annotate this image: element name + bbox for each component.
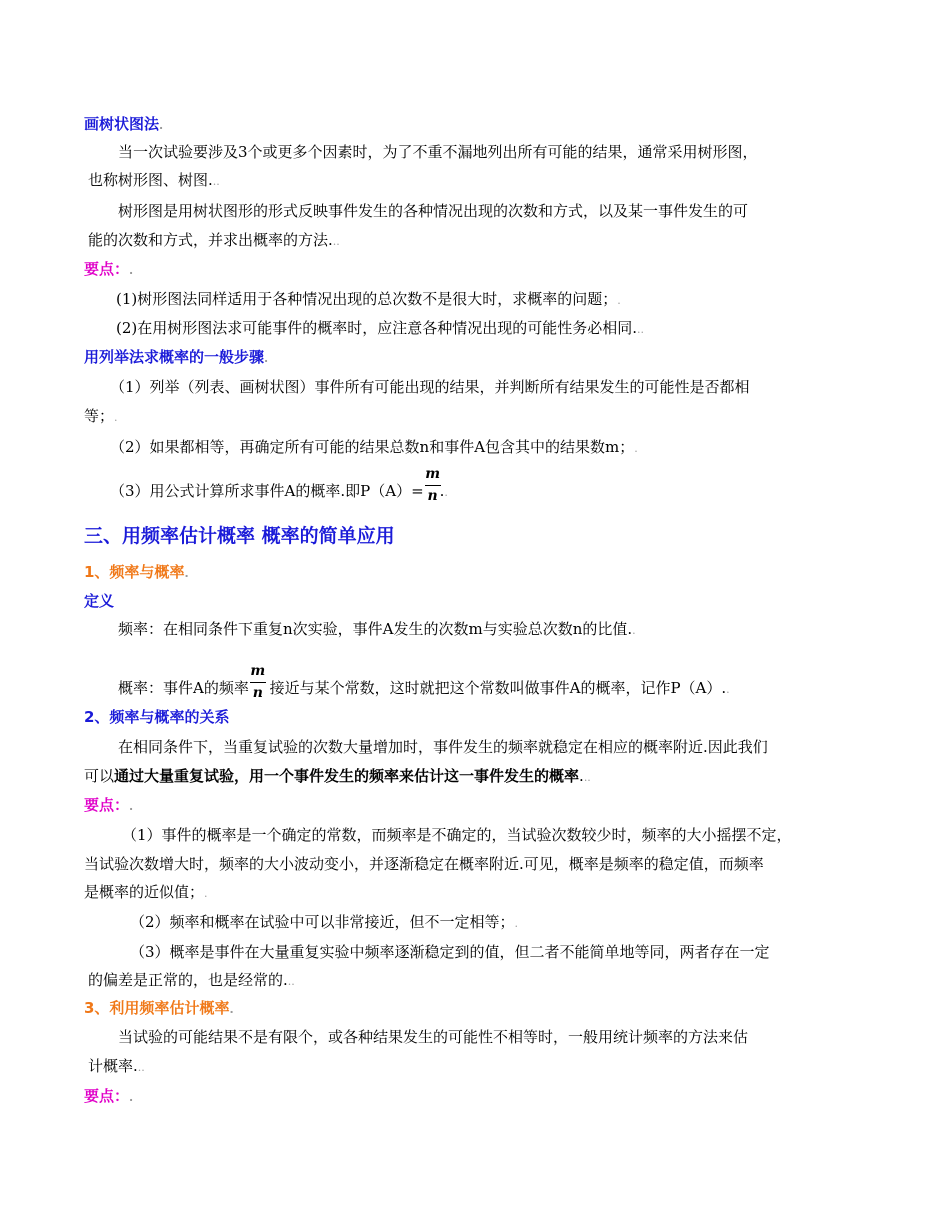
fraction-m-over-n: $\frac{m}{n}$: [425, 466, 441, 504]
heading-tree-diagram: 画树状图法.: [84, 115, 164, 133]
estimate-para-line2: 计概率...: [88, 1057, 145, 1075]
tree-para2-line1: 树形图是用树状图形的形式反映事件发生的各种情况出现的次数和方式，以及某一事件发生的可: [118, 202, 749, 220]
relation-point1-line3: 是概率的近似值；.: [84, 883, 208, 901]
tree-point2: (2)在用树形图法求可能事件的概率时，应注意各种情况出现的可能性务必相同...: [116, 319, 645, 337]
step1-line1: （1）列举（列表、画树状图）事件所有可能出现的结果，并判断所有结果发生的可能性是否都相: [110, 378, 750, 396]
step3: （3）用公式计算所求事件A的概率.即P（A）= $\frac{m}{n}$ ..: [110, 466, 448, 504]
step1-line2: 等；.: [84, 407, 118, 425]
estimate-para-line1: 当试验的可能结果不是有限个，或各种结果发生的可能性不相等时，一般用统计频率的方法来估: [118, 1028, 749, 1046]
fraction-m-over-n-2: $\frac{m}{n}$: [250, 663, 266, 701]
tree-para1-line1: 当一次试验要涉及3个或更多个因素时，为了不重不漏地列出所有可能的结果，通常采用树形图，: [118, 143, 758, 161]
heading-estimate-by-frequency: 3、利用频率估计概率.: [84, 999, 234, 1017]
probability-definition: 概率：事件A的频率 $\frac{m}{n}$ 接近与某个常数，这时就把这个常数叫做事件A的概率，记作P（A）..: [118, 663, 730, 701]
step2: （2）如果都相等，再确定所有可能的结果总数n和事件A包含其中的结果数m；.: [110, 438, 638, 456]
keypoints-label-3: 要点：.: [84, 1087, 134, 1105]
tree-point1: (1)树形图法同样适用于各种情况出现的总次数不是很大时，求概率的问题；.: [116, 290, 621, 308]
keypoints-label-2: 要点：.: [84, 796, 134, 814]
chapter-title: 三、用频率估计概率 概率的简单应用: [84, 525, 395, 547]
relation-point3-line2: 的偏差是正常的，也是经常的...: [88, 971, 295, 989]
heading-freq-prob-relation: 2、频率与概率的关系: [84, 708, 230, 726]
heading-enumeration-steps: 用列举法求概率的一般步骤.: [84, 348, 269, 366]
definition-label: 定义: [84, 592, 115, 610]
frequency-definition: 频率：在相同条件下重复n次实验，事件A发生的次数m与实验总次数n的比值..: [118, 620, 636, 638]
keypoints-label-1: 要点：.: [84, 260, 134, 278]
relation-para-line1: 在相同条件下，当重复试验的次数大量增加时，事件发生的频率就稳定在相应的概率附近.因此我们: [118, 738, 768, 756]
tree-para2-line2: 能的次数和方式，并求出概率的方法...: [88, 231, 340, 249]
relation-point1-line2: 当试验次数增大时，频率的大小波动变小，并逐渐稳定在概率附近.可见，概率是频率的稳定值，而频率: [84, 855, 764, 873]
tree-para1-line2: 也称树形图、树图...: [88, 171, 220, 189]
relation-point2: （2）频率和概率在试验中可以非常接近，但不一定相等；.: [130, 913, 519, 931]
heading-freq-and-prob: 1、频率与概率.: [84, 563, 189, 581]
relation-point1-line1: （1）事件的概率是一个确定的常数，而频率是不确定的，当试验次数较少时，频率的大小摇摆不定，: [122, 826, 792, 844]
relation-para-line2: 可以通过大量重复试验，用一个事件发生的频率来估计这一事件发生的概率...: [84, 767, 591, 785]
relation-point3-line1: （3）概率是事件在大量重复实验中频率逐渐稳定到的值，但二者不能简单地等同，两者存在一定: [130, 943, 770, 961]
